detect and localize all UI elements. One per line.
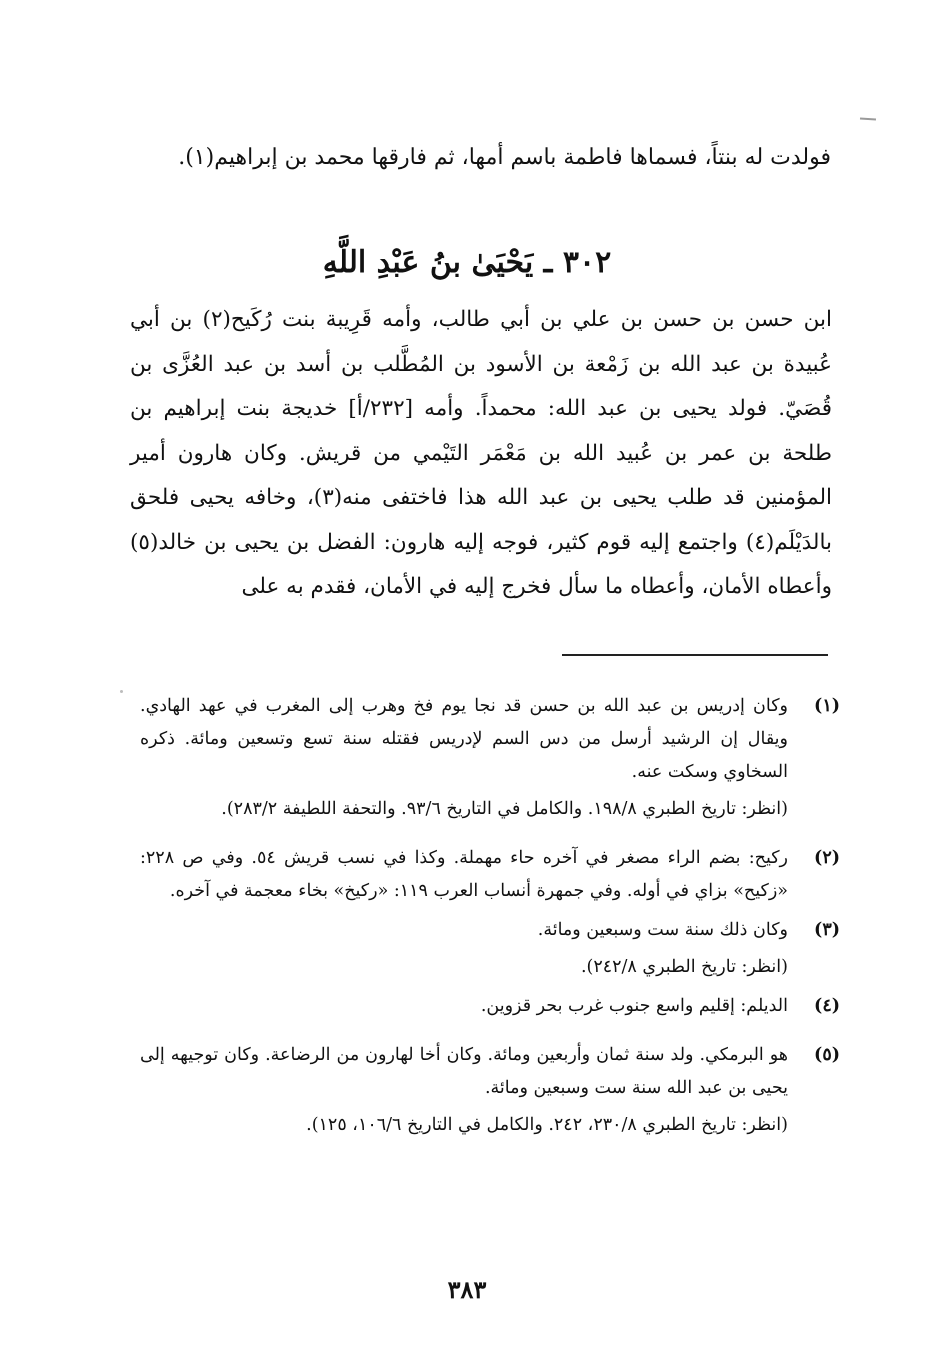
- entry-body: ابن حسن بن حسن بن علي بن أبي طالب، وأمه قَرِيبة بنت رُكَيح(٢) بن أبي عُبيدة بن عبد الله بن زَمْعة بن الأسود بن المُطَّلب بن أسد بن عبد العُزَّى بن قُصَيّ. فولد يحيى بن عبد الله: محمداً. وأمه [٢٣٢/أ] خديجة بنت إبراهيم بن طلحة بن عمر بن عُبيد الله بن مَعْمَر التَيْمي من قريش. وكان هارون أمير المؤمنين قد طلب يحيى بن عبد الله هذا فاختفى منه(٣)، وخافه يحيى فلحق بالدَيْلَم(٤) واجتمع إليه قوم كثير، فوجه إليه هارون: الفضل بن يحيى بن خالد(٥) وأعطاه الأمان، وأعطاه ما سأل فخرج إليه في الأمان، فقدم به على: [130, 307, 833, 599]
- footnote-4: [140, 990, 840, 1023]
- footnote-text: وكان ذلك سنة ست وسبعين ومائة.: [537, 920, 788, 940]
- footnote-text: ركيح: بضم الراء مصغر في آخره حاء مهملة. وكذا في نسب قريش ٥٤. وفي ص ٢٢٨: «زكيح» بزاي في أوله. وفي جمهرة أنساب العرب ١١٩: «ركيخ» بخاء معجمة في آخره.: [140, 848, 789, 901]
- footnote-text: وكان إدريس بن عبد الله بن حسن قد نجا يوم فخ وهرب إلى المغرب في عهد الهادي. ويقال إن الرشيد أرسل من دس السم لإدريس فقتله سنة تسع وتسعين ومائة. ذكره السخاوي وسكت عنه.: [140, 696, 788, 782]
- footnote-5: [140, 1039, 840, 1142]
- footnote-number: (٢): [814, 848, 840, 868]
- footnote-source: (انظر: تاريخ الطبري ١٩٨/٨. والكامل في التاريخ ٩٣/٦. والتحفة اللطيفة ٢٨٣/٢).: [221, 799, 788, 819]
- scan-speck: [120, 690, 123, 693]
- footnote-number: (١): [814, 696, 840, 716]
- footnotes: [140, 690, 840, 1142]
- footnote-1: [140, 690, 840, 826]
- footnote-body: [140, 842, 788, 908]
- footnote-number: (٤): [814, 996, 840, 1016]
- page-number: ٣٨٣: [447, 1275, 487, 1304]
- footnote-body: [140, 990, 788, 1023]
- footnote-number: (٣): [814, 920, 840, 940]
- footnote-number: (٥): [814, 1045, 840, 1065]
- entry-heading: ٣٠٢ ـ يَحْيَىٰ بنُ عَبْدِ اللَّهِ: [322, 245, 612, 280]
- intro-line: فولدت له بنتاً، فسماها فاطمة باسم أمها، ثم فارقها محمد بن إبراهيم(١).: [178, 145, 831, 170]
- footnote-source: (انظر: تاريخ الطبري ٢٤٢/٨).: [580, 957, 788, 977]
- footnote-3: [140, 914, 840, 984]
- footnote-2: [140, 842, 840, 908]
- scan-mark: [860, 117, 876, 120]
- footnote-body: [140, 1039, 788, 1142]
- footnote-body: [140, 690, 788, 826]
- footnote-separator: [562, 654, 828, 656]
- footnote-text: هو البرمكي. ولد سنة ثمان وأربعين ومائة. وكان أخا لهارون من الرضاعة. وكان توجيهه إلى يحيى بن عبد الله سنة ست وسبعين ومائة.: [140, 1045, 788, 1098]
- footnote-source: (انظر: تاريخ الطبري ٢٣٠/٨، ٢٤٢. والكامل في التاريخ ١٠٦/٦، ١٢٥).: [306, 1115, 788, 1135]
- footnote-text: الديلم: إقليم واسع جنوب غرب بحر قزوين.: [480, 996, 788, 1016]
- footnote-body: [140, 914, 788, 984]
